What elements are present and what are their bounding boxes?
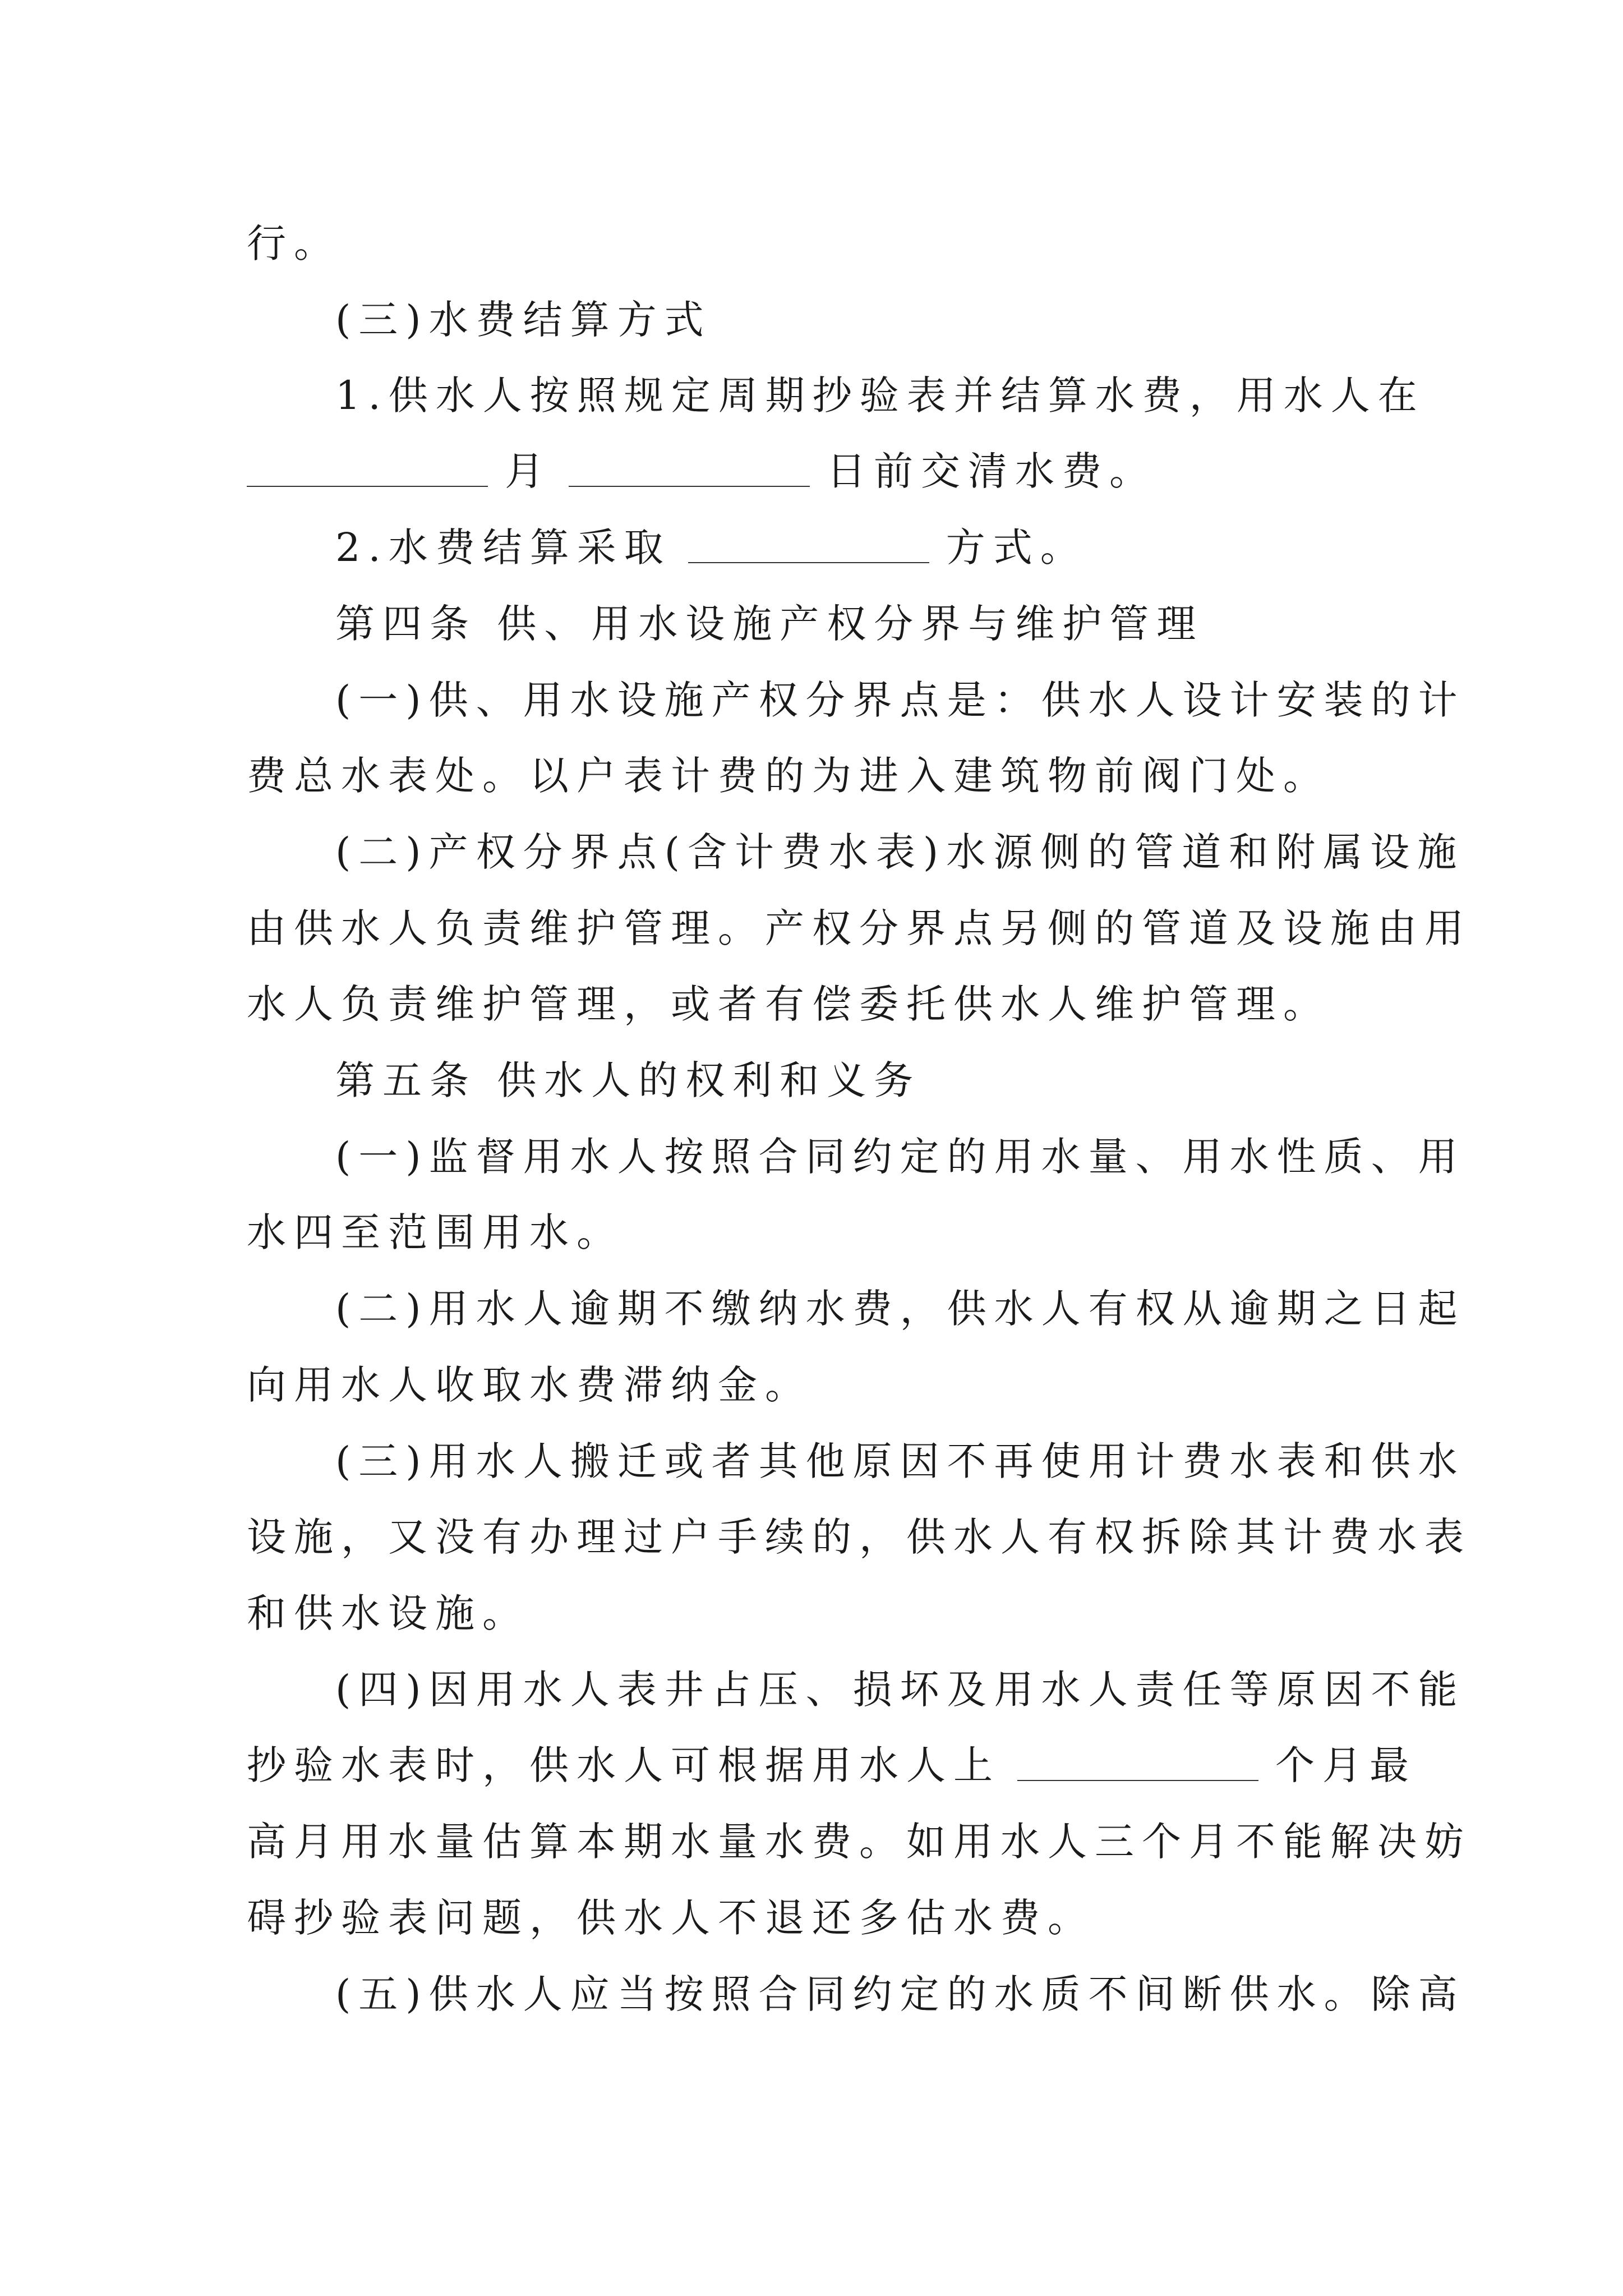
fill-in-blank[interactable] [688, 561, 929, 563]
paragraph-line: 和供水设施。 [247, 1590, 529, 1636]
paragraph-line: 水四至范围用水。 [247, 1209, 624, 1255]
paragraph-line: (二)产权分界点(含计费水表)水源侧的管道和附属设施 [335, 829, 1465, 875]
article-heading: 第五条 供水人的权利和义务 [335, 1057, 921, 1103]
paragraph-line: (五)供水人应当按照合同约定的水质不间断供水。除高 [335, 1971, 1465, 2017]
paragraph-line: 2.水费结算采取 方式。 [335, 524, 1087, 570]
paragraph-line: 行。 [247, 220, 341, 266]
paragraph-line: 水人负责维护管理，或者有偿委托供水人维护管理。 [247, 981, 1330, 1027]
article-heading: 第四条 供、用水设施产权分界与维护管理 [335, 601, 1204, 647]
paragraph-line: 1.供水人按照规定周期抄验表并结算水费，用水人在 [335, 372, 1425, 418]
paragraph-line: 抄验水表时，供水人可根据用水人上 个月最 [247, 1742, 1417, 1788]
section-heading: (三)水费结算方式 [335, 297, 712, 343]
paragraph-line: 向用水人收取水费滞纳金。 [247, 1362, 812, 1408]
paragraph-line: 碍抄验表问题，供水人不退还多估水费。 [247, 1895, 1095, 1941]
paragraph-line: (四)因用水人表井占压、损坏及用水人责任等原因不能 [335, 1667, 1465, 1713]
paragraph-line: (一)供、用水设施产权分界点是：供水人设计安装的计 [335, 677, 1465, 723]
paragraph-line: (一)监督用水人按照合同约定的用水量、用水性质、用 [335, 1134, 1465, 1180]
paragraph-line: (二)用水人逾期不缴纳水费，供水人有权从逾期之日起 [335, 1286, 1465, 1332]
paragraph-line: 设施，又没有办理过户手续的，供水人有权拆除其计费水表 [247, 1514, 1472, 1560]
fill-in-blank[interactable] [247, 485, 488, 487]
paragraph-line: 由供水人负责维护管理。产权分界点另侧的管道及设施由用 [247, 905, 1472, 951]
fill-in-blank[interactable] [1017, 1779, 1258, 1781]
paragraph-line: 费总水表处。以户表计费的为进入建筑物前阀门处。 [247, 753, 1330, 799]
fill-in-blank[interactable] [569, 485, 810, 487]
paragraph-line: 高月用水量估算本期水量水费。如用水人三个月不能解决妨 [247, 1819, 1472, 1865]
paragraph-line: (三)用水人搬迁或者其他原因不再使用计费水表和供水 [335, 1438, 1465, 1484]
paragraph-line: 月 日前交清水费。 [247, 438, 1391, 505]
